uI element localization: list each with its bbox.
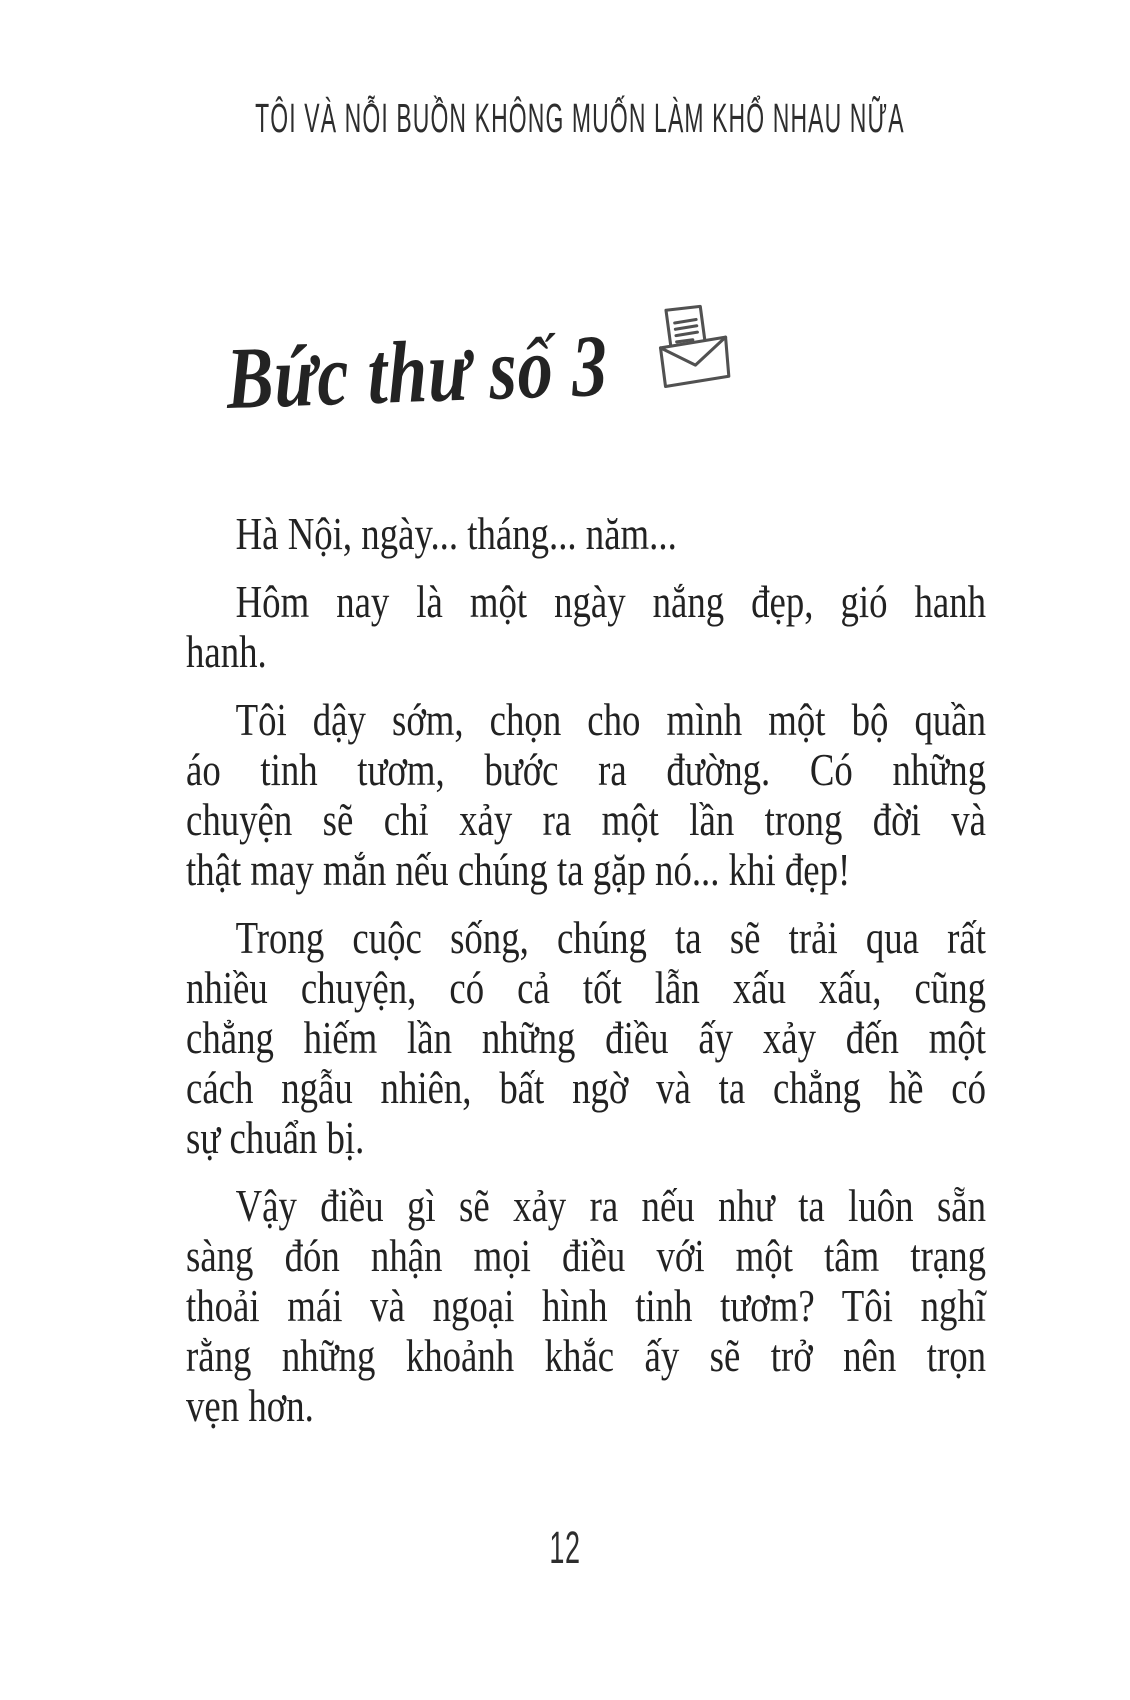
letter-body: [186, 509, 986, 1449]
body-line: rằng những khoảnh khắc ấy sẽ trở nên trọn: [186, 1330, 986, 1381]
paragraph: [186, 509, 986, 559]
body-line: cách ngẫu nhiên, bất ngờ và ta chẳng hề có: [186, 1062, 986, 1113]
body-line: thật may mắn nếu chúng ta gặp nó... khi đẹp!: [186, 844, 851, 895]
body-line: nhiều chuyện, có cả tốt lẫn xấu xấu, cũng: [186, 962, 986, 1013]
body-line: áo tinh tươm, bước ra đường. Có những: [186, 744, 986, 795]
body-line: Vậy điều gì sẽ xảy ra nếu như ta luôn sẵn: [235, 1180, 987, 1231]
body-line: Hà Nội, ngày... tháng... năm...: [235, 508, 677, 559]
body-line: hanh.: [186, 626, 267, 677]
body-line: Tôi dậy sớm, chọn cho mình một bộ quần: [235, 694, 987, 745]
paragraph: [186, 1181, 986, 1431]
body-line: chẳng hiếm lần những điều ấy xảy đến một: [186, 1012, 986, 1063]
envelope-letter-icon: [650, 296, 740, 392]
body-line: Trong cuộc sống, chúng ta sẽ trải qua rất: [235, 912, 987, 963]
paragraph: [186, 913, 986, 1163]
body-line: Hôm nay là một ngày nắng đẹp, gió hanh: [235, 576, 987, 627]
chapter-title: Bức thư số 3: [224, 317, 610, 428]
running-header-text: TÔI VÀ NỖI BUỒN KHÔNG MUỐN LÀM KHỔ NHAU NỮA: [255, 95, 905, 141]
body-line: thoải mái và ngoại hình tinh tươm? Tôi nghĩ: [186, 1280, 986, 1331]
body-line: chuyện sẽ chỉ xảy ra một lần trong đời và: [186, 794, 986, 845]
body-line: vẹn hơn.: [186, 1380, 314, 1431]
running-header: [0, 96, 1130, 140]
page-number-text: 12: [549, 1522, 581, 1573]
body-line: sàng đón nhận mọi điều với một tâm trạng: [186, 1230, 986, 1281]
page-number: [0, 1524, 1130, 1572]
body-line: sự chuẩn bị.: [186, 1112, 365, 1163]
paragraph: [186, 695, 986, 895]
paragraph: [186, 577, 986, 677]
